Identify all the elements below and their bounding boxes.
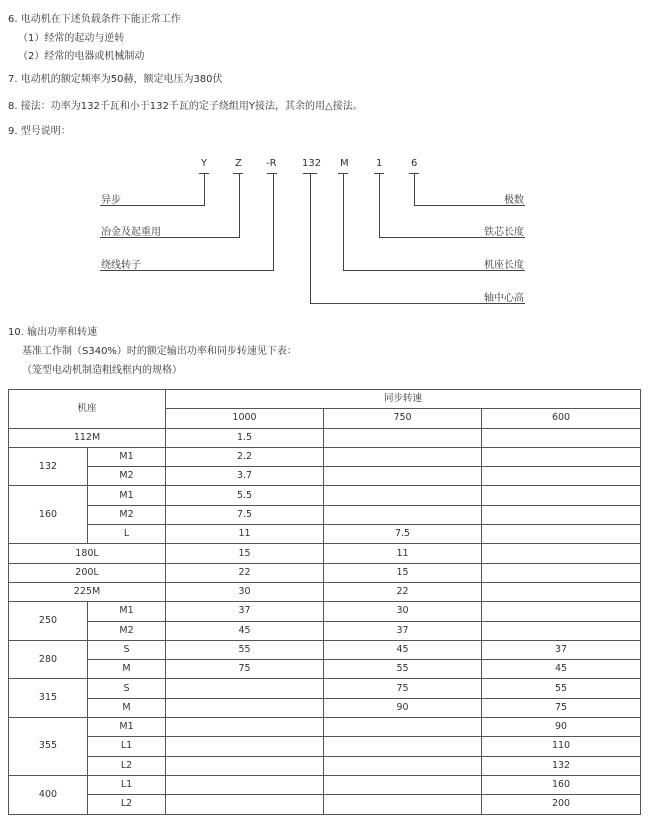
power-cell	[166, 679, 324, 698]
table-row	[9, 428, 641, 447]
power-cell: 200	[482, 795, 641, 814]
table-row	[9, 737, 641, 756]
table-row	[9, 486, 641, 505]
power-cell: 55	[166, 640, 324, 659]
power-cell: 2.2	[166, 447, 324, 466]
sub-frame-cell: L2	[88, 795, 166, 814]
sub-frame-cell: L1	[88, 737, 166, 756]
power-cell: 37	[166, 602, 324, 621]
frame-cell: 225M	[9, 582, 166, 601]
frame-cell: 200L	[9, 563, 166, 582]
power-cell	[324, 795, 482, 814]
frame-cell: 400	[9, 775, 88, 814]
item-6-sub-2: （2）经常的电器或机械制动	[18, 51, 145, 62]
code-r: -R	[266, 158, 277, 169]
power-cell: 45	[482, 660, 641, 679]
power-cell	[482, 602, 641, 621]
sub-frame-cell: M1	[88, 602, 166, 621]
power-cell: 11	[166, 525, 324, 544]
sub-frame-cell: M	[88, 698, 166, 717]
label-async: 异步	[101, 195, 121, 206]
power-cell: 22	[324, 582, 482, 601]
speed-header: 同步转速	[166, 390, 641, 409]
table-row	[9, 621, 641, 640]
power-cell: 22	[166, 563, 324, 582]
frame-cell: 112M	[9, 428, 166, 447]
power-cell	[482, 544, 641, 563]
power-cell: 15	[166, 544, 324, 563]
sub-frame-cell: M1	[88, 718, 166, 737]
power-cell	[324, 737, 482, 756]
power-cell: 75	[324, 679, 482, 698]
power-cell	[324, 467, 482, 486]
power-cell: 3.7	[166, 467, 324, 486]
label-core-length: 铁芯长度	[484, 227, 524, 238]
power-cell: 55	[482, 679, 641, 698]
table-row	[9, 795, 641, 814]
code-1: 1	[376, 158, 383, 169]
power-cell: 110	[482, 737, 641, 756]
table-row	[9, 447, 641, 466]
table-row	[9, 640, 641, 659]
item-6: 6. 电动机在下述负载条件下能正常工作	[8, 14, 181, 25]
power-cell: 5.5	[166, 486, 324, 505]
code-6: 6	[411, 158, 418, 169]
power-cell: 90	[482, 718, 641, 737]
item-7: 7. 电动机的额定频率为50赫，额定电压为380伏	[8, 74, 223, 85]
table-row	[9, 602, 641, 621]
frame-cell: 315	[9, 679, 88, 718]
power-cell: 30	[324, 602, 482, 621]
frame-header: 机座	[9, 390, 166, 429]
power-speed-table	[8, 389, 641, 815]
sub-frame-cell: S	[88, 640, 166, 659]
code-m: M	[340, 158, 349, 169]
power-cell	[166, 737, 324, 756]
table-row	[9, 679, 641, 698]
frame-cell: 132	[9, 447, 88, 486]
power-cell	[324, 775, 482, 794]
power-cell	[482, 505, 641, 524]
power-cell	[166, 795, 324, 814]
sub-frame-cell: M1	[88, 447, 166, 466]
power-cell: 15	[324, 563, 482, 582]
item-6-sub-1: （1）经常的起动与逆转	[18, 33, 125, 44]
section-10-desc: 基准工作制（S340%）时的额定输出功率和同步转速见下表：	[22, 346, 297, 357]
power-cell	[482, 621, 641, 640]
power-cell	[482, 428, 641, 447]
table-row	[9, 563, 641, 582]
frame-cell: 160	[9, 486, 88, 544]
section-10-note: （笼型电动机制造粗线框内的规格）	[22, 365, 182, 376]
power-cell: 37	[482, 640, 641, 659]
table-row	[9, 698, 641, 717]
power-cell	[482, 525, 641, 544]
table-row	[9, 467, 641, 486]
power-cell: 45	[166, 621, 324, 640]
sub-frame-cell: M2	[88, 505, 166, 524]
power-cell: 7.5	[324, 525, 482, 544]
code-z: Z	[235, 158, 242, 169]
power-cell	[324, 428, 482, 447]
power-cell: 30	[166, 582, 324, 601]
label-metallurgy-crane: 冶金及起重用	[101, 227, 161, 238]
frame-cell: 180L	[9, 544, 166, 563]
power-cell: 90	[324, 698, 482, 717]
frame-cell: 250	[9, 602, 88, 641]
code-y: Y	[201, 158, 208, 169]
power-cell	[482, 582, 641, 601]
power-cell	[324, 486, 482, 505]
sub-frame-cell: M2	[88, 621, 166, 640]
sub-frame-cell: L2	[88, 756, 166, 775]
label-poles: 极数	[504, 195, 524, 206]
power-cell	[482, 447, 641, 466]
power-cell	[324, 447, 482, 466]
power-cell	[482, 486, 641, 505]
power-cell	[166, 775, 324, 794]
sub-frame-cell: L1	[88, 775, 166, 794]
power-cell: 7.5	[166, 505, 324, 524]
label-frame-length: 机座长度	[484, 260, 524, 271]
power-cell: 37	[324, 621, 482, 640]
power-cell: 75	[482, 698, 641, 717]
table-row	[9, 660, 641, 679]
power-cell	[324, 756, 482, 775]
power-cell: 75	[166, 660, 324, 679]
frame-cell: 280	[9, 640, 88, 679]
power-cell	[166, 698, 324, 717]
power-cell	[324, 718, 482, 737]
power-cell: 45	[324, 640, 482, 659]
label-shaft-height: 轴中心高	[484, 293, 524, 304]
power-cell	[324, 505, 482, 524]
code-132: 132	[302, 158, 322, 169]
speed-1000: 1000	[166, 409, 324, 428]
sub-frame-cell: S	[88, 679, 166, 698]
table-row	[9, 756, 641, 775]
table-row	[9, 718, 641, 737]
sub-frame-cell: M2	[88, 467, 166, 486]
power-cell	[166, 756, 324, 775]
table-row	[9, 525, 641, 544]
table-row	[9, 544, 641, 563]
table-row	[9, 582, 641, 601]
power-cell: 1.5	[166, 428, 324, 447]
power-cell: 132	[482, 756, 641, 775]
power-cell	[482, 563, 641, 582]
speed-600: 600	[482, 409, 641, 428]
power-cell: 11	[324, 544, 482, 563]
speed-750: 750	[324, 409, 482, 428]
section-10-title: 10. 输出功率和转速	[8, 327, 98, 338]
table-row	[9, 775, 641, 794]
item-8: 8. 接法：功率为132千瓦和小于132千瓦的定子绕组用Y接法，其余的用△接法。	[8, 101, 363, 112]
power-cell	[482, 467, 641, 486]
table-row	[9, 505, 641, 524]
power-cell: 160	[482, 775, 641, 794]
sub-frame-cell: L	[88, 525, 166, 544]
item-9: 9. 型号说明：	[8, 126, 71, 137]
frame-cell: 355	[9, 718, 88, 776]
sub-frame-cell: M1	[88, 486, 166, 505]
sub-frame-cell: M	[88, 660, 166, 679]
power-cell	[166, 718, 324, 737]
power-cell: 55	[324, 660, 482, 679]
label-wound-rotor: 绕线转子	[101, 260, 141, 271]
